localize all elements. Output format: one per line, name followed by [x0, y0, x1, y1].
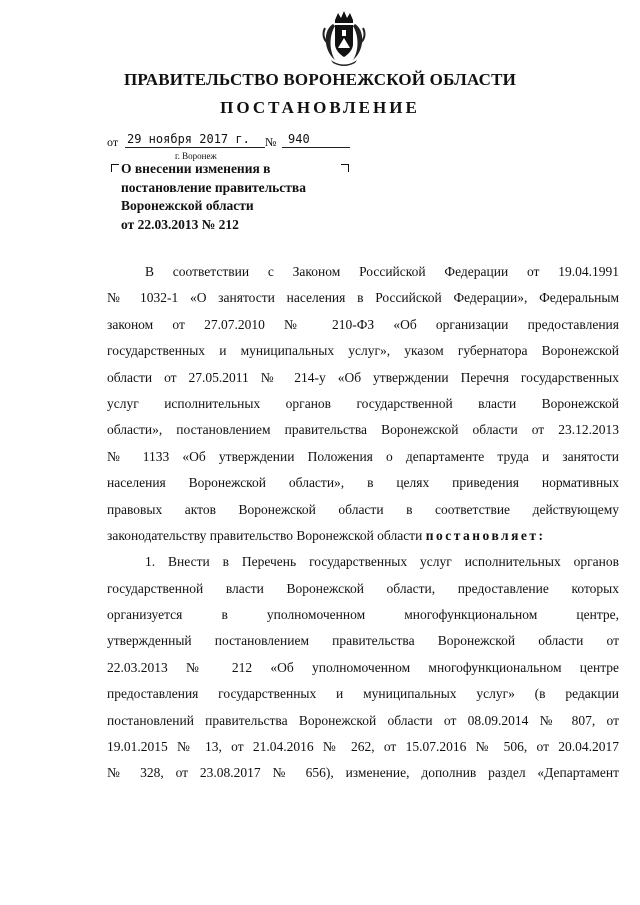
date-prefix: от: [107, 135, 119, 149]
point-line: постановлений правительства Воронежской области от 08.09.2014 № 807, от: [107, 712, 619, 728]
body-line: услуг исполнительных органов государственной власти Воронежской: [107, 395, 619, 411]
point-line: 22.03.2013 № 212 «Об уполномоченном многофункциональном центре: [107, 659, 619, 675]
body-line: № 1133 «Об утверждении Положения о департаменте труда и занятости: [107, 448, 619, 464]
decree-line: [107, 526, 619, 552]
number-underline: [282, 147, 350, 148]
point-line: предоставления государственных и муниципальных услуг» (в редакции: [107, 686, 619, 702]
subject-line: Воронежской области: [121, 198, 254, 213]
decree-line-text: законодательству правительство Воронежской области: [107, 527, 423, 543]
decree-word: постановляет:: [425, 527, 546, 543]
document-body: [107, 262, 619, 790]
point-line: утвержденный постановлением правительства Воронежской области от: [107, 633, 619, 649]
body-line: № 1032-1 «О занятости населения в Российской Федерации», Федеральным: [107, 290, 619, 306]
body-line: В соответствии с Законом Российской Федерации от 19.04.1991: [145, 264, 619, 279]
subject-line: О внесении изменения в: [121, 161, 271, 176]
document-type: ПОСТАНОВЛЕНИЕ: [220, 98, 420, 117]
city-label: г. Воронеж: [175, 151, 217, 161]
subject-line: постановление правительства: [121, 179, 306, 195]
government-title: ПРАВИТЕЛЬСТВО ВОРОНЕЖСКОЙ ОБЛАСТИ: [123, 70, 517, 89]
point-line: 1. Внести в Перечень государственных услуг исполнительных органов: [145, 554, 619, 570]
body-line: законом от 27.07.2010 № 210-ФЗ «Об организации предоставления: [107, 316, 619, 332]
point-line: 19.01.2015 № 13, от 21.04.2016 № 262, от 15.07.2016 № 506, от 20.04.2017: [107, 739, 619, 755]
body-line: правовых актов Воронежской области в соответствие действующему: [107, 501, 619, 517]
subject-corner-left: [111, 164, 119, 172]
point-line: организуется в уполномоченном многофункциональном центре,: [107, 607, 619, 623]
decree-number: 940: [288, 132, 310, 146]
body-line: населения Воронежской области», в целях приведения нормативных: [107, 475, 619, 491]
decree-date: 29 ноября 2017 г.: [127, 132, 250, 146]
coat-of-arms-icon: [321, 10, 367, 66]
body-line: государственных и муниципальных услуг», указом губернатора Воронежской: [107, 343, 619, 359]
body-line: области от 27.05.2011 № 214-у «Об утверждении Перечня государственных: [107, 369, 619, 385]
date-underline: [125, 147, 265, 148]
number-prefix: №: [265, 135, 277, 149]
point-line: государственной власти Воронежской области, предоставление которых: [107, 580, 619, 596]
point-line: № 328, от 23.08.2017 № 656), изменение, дополнив раздел «Департамент: [107, 765, 619, 781]
subject-block: [121, 160, 351, 234]
body-line: области», постановлением правительства Воронежской области от 23.12.2013: [107, 422, 619, 438]
subject-line: от 22.03.2013 № 212: [121, 216, 239, 232]
